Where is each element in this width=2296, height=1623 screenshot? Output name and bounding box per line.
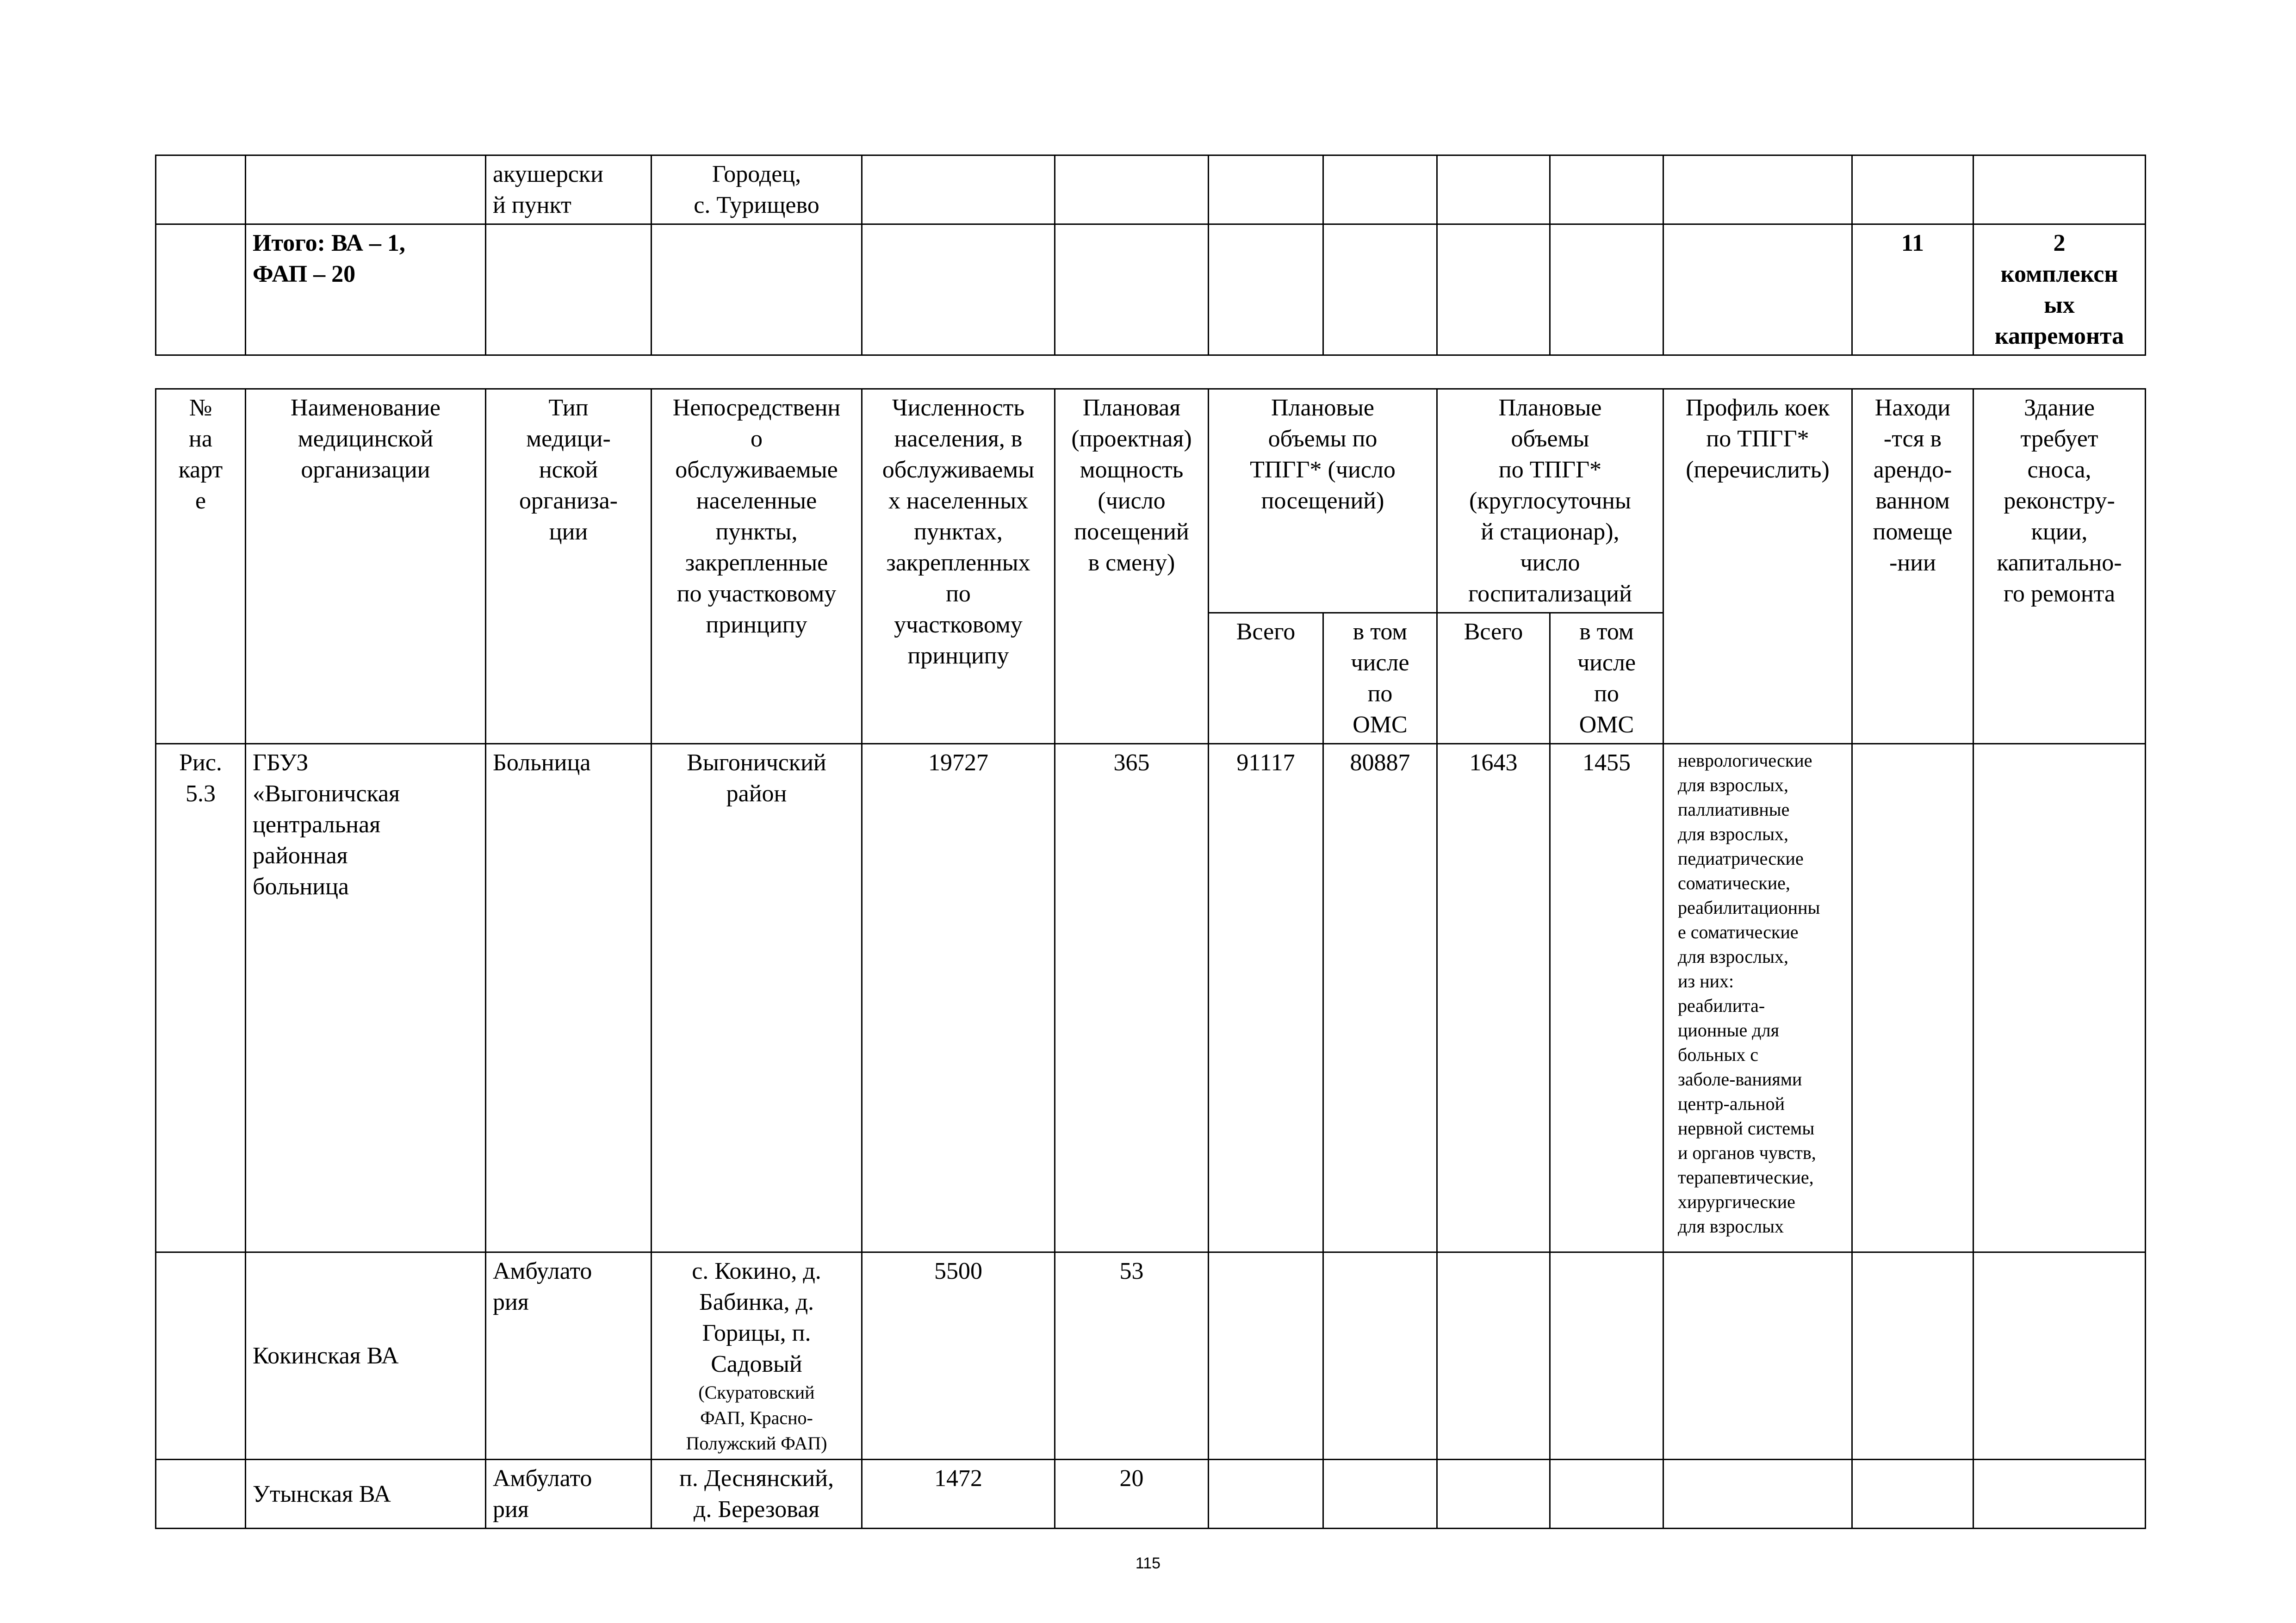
cell-rented <box>1852 1252 1973 1460</box>
cell-type: Больница <box>486 744 652 1252</box>
table-row <box>156 155 2146 224</box>
header-capacity: Плановая (проектная) мощность (число посещений в смену) <box>1055 389 1209 744</box>
header-num: № на карт е <box>156 389 246 744</box>
header-hospitalizations: Плановые объемы по ТПГГ* (круглосуточны й стационар), число госпитализаций <box>1437 389 1663 613</box>
header-settlements: Непосредственн о обслуживаемые населенные пункты, закрепленные по участковому принципу <box>652 389 862 744</box>
cell-hosp-oms: 1455 <box>1550 744 1663 1252</box>
total-row <box>156 224 2146 355</box>
header-profile: Профиль коек по ТПГГ* (перечислить) <box>1663 389 1852 744</box>
cell-num <box>156 1252 246 1460</box>
cell-repair <box>1973 1460 2146 1529</box>
cell-num: Рис. 5.3 <box>156 744 246 1252</box>
header-visits-oms: в том числе по ОМС <box>1323 613 1437 744</box>
header-type: Тип медици- нской организа- ции <box>486 389 652 744</box>
cell-visits-oms: 80887 <box>1323 744 1437 1252</box>
cell-type: акушерски й пункт <box>486 155 652 224</box>
cell-settlements: Городец, с. Турищево <box>652 155 862 224</box>
header-repair: Здание требует сноса, реконстру- кции, капитально- го ремонта <box>1973 389 2146 744</box>
cell-visits-oms <box>1323 1252 1437 1460</box>
cell-profile <box>1663 1252 1852 1460</box>
cell-capacity: 53 <box>1055 1252 1209 1460</box>
table-row <box>156 744 2146 1252</box>
cell-settlements: п. Деснянский, д. Березовая <box>652 1460 862 1529</box>
page-number: 115 <box>1135 1555 1161 1572</box>
cell-profile <box>1663 1460 1852 1529</box>
header-rented: Находи -тся в арендо- ванном помеще -нии <box>1852 389 1973 744</box>
table-row <box>156 1460 2146 1529</box>
header-population: Численность населения, в обслуживаемы х населенных пунктах, закрепленных по участковому принципу <box>862 389 1055 744</box>
cell-name: Утынская ВА <box>246 1460 486 1529</box>
header-name: Наименование медицинской организации <box>246 389 486 744</box>
cell-visits-total <box>1209 1460 1323 1529</box>
cell-hosp-oms <box>1550 1252 1663 1460</box>
medical-organizations-table <box>155 388 2146 1529</box>
cell-hosp-total <box>1437 1460 1550 1529</box>
header-hosp-oms: в том числе по ОМС <box>1550 613 1663 744</box>
cell-name: Кокинская ВА <box>246 1252 486 1460</box>
cell-population: 1472 <box>862 1460 1055 1529</box>
cell-visits-oms <box>1323 1460 1437 1529</box>
cell-hosp-oms <box>1550 1460 1663 1529</box>
cell-hosp-total: 1643 <box>1437 744 1550 1252</box>
header-hosp-total: Всего <box>1437 613 1550 744</box>
cell-visits-total: 91117 <box>1209 744 1323 1252</box>
cell-rented <box>1852 744 1973 1252</box>
cell-rented <box>1852 1460 1973 1529</box>
cell-type: Амбулато рия <box>486 1252 652 1460</box>
cell-population: 5500 <box>862 1252 1055 1460</box>
cell-repair <box>1973 744 2146 1252</box>
header-visits-total: Всего <box>1209 613 1323 744</box>
cell-hosp-total <box>1437 1252 1550 1460</box>
cell-capacity: 365 <box>1055 744 1209 1252</box>
header-visits: Плановые объемы по ТПГГ* (число посещений) <box>1209 389 1437 613</box>
cell-name: ГБУЗ «Выгоничская центральная районная больница <box>246 744 486 1252</box>
cell-visits-total <box>1209 1252 1323 1460</box>
header-row <box>156 389 2146 613</box>
cell-num <box>156 1460 246 1529</box>
table-row <box>156 1252 2146 1460</box>
cell-type: Амбулато рия <box>486 1460 652 1529</box>
previous-table-fragment <box>155 155 2146 356</box>
cell-population: 19727 <box>862 744 1055 1252</box>
cell-capacity: 20 <box>1055 1460 1209 1529</box>
cell-profile: неврологические для взрослых, паллиативные для взрослых, педиатрические соматические, реабилитационны е соматические для взрослых, из них: реабилита- ционные для больных с заболе-ваниями центр-альной нервной системы и органов чувств, терапевтические, хирургические для взрослых <box>1663 744 1852 1252</box>
cell-settlements: Выгоничский район <box>652 744 862 1252</box>
cell-repair <box>1973 1252 2146 1460</box>
cell-repair-total: 2 комплексн ых капремонта <box>1973 224 2146 355</box>
cell-total-label: Итого: ВА – 1, ФАП – 20 <box>246 224 486 355</box>
cell-settlements: с. Кокино, д. Бабинка, д. Горицы, п. Садовый (Скуратовский ФАП, Красно- Полужский ФАП) <box>652 1252 862 1460</box>
cell-rented-total: 11 <box>1852 224 1973 355</box>
